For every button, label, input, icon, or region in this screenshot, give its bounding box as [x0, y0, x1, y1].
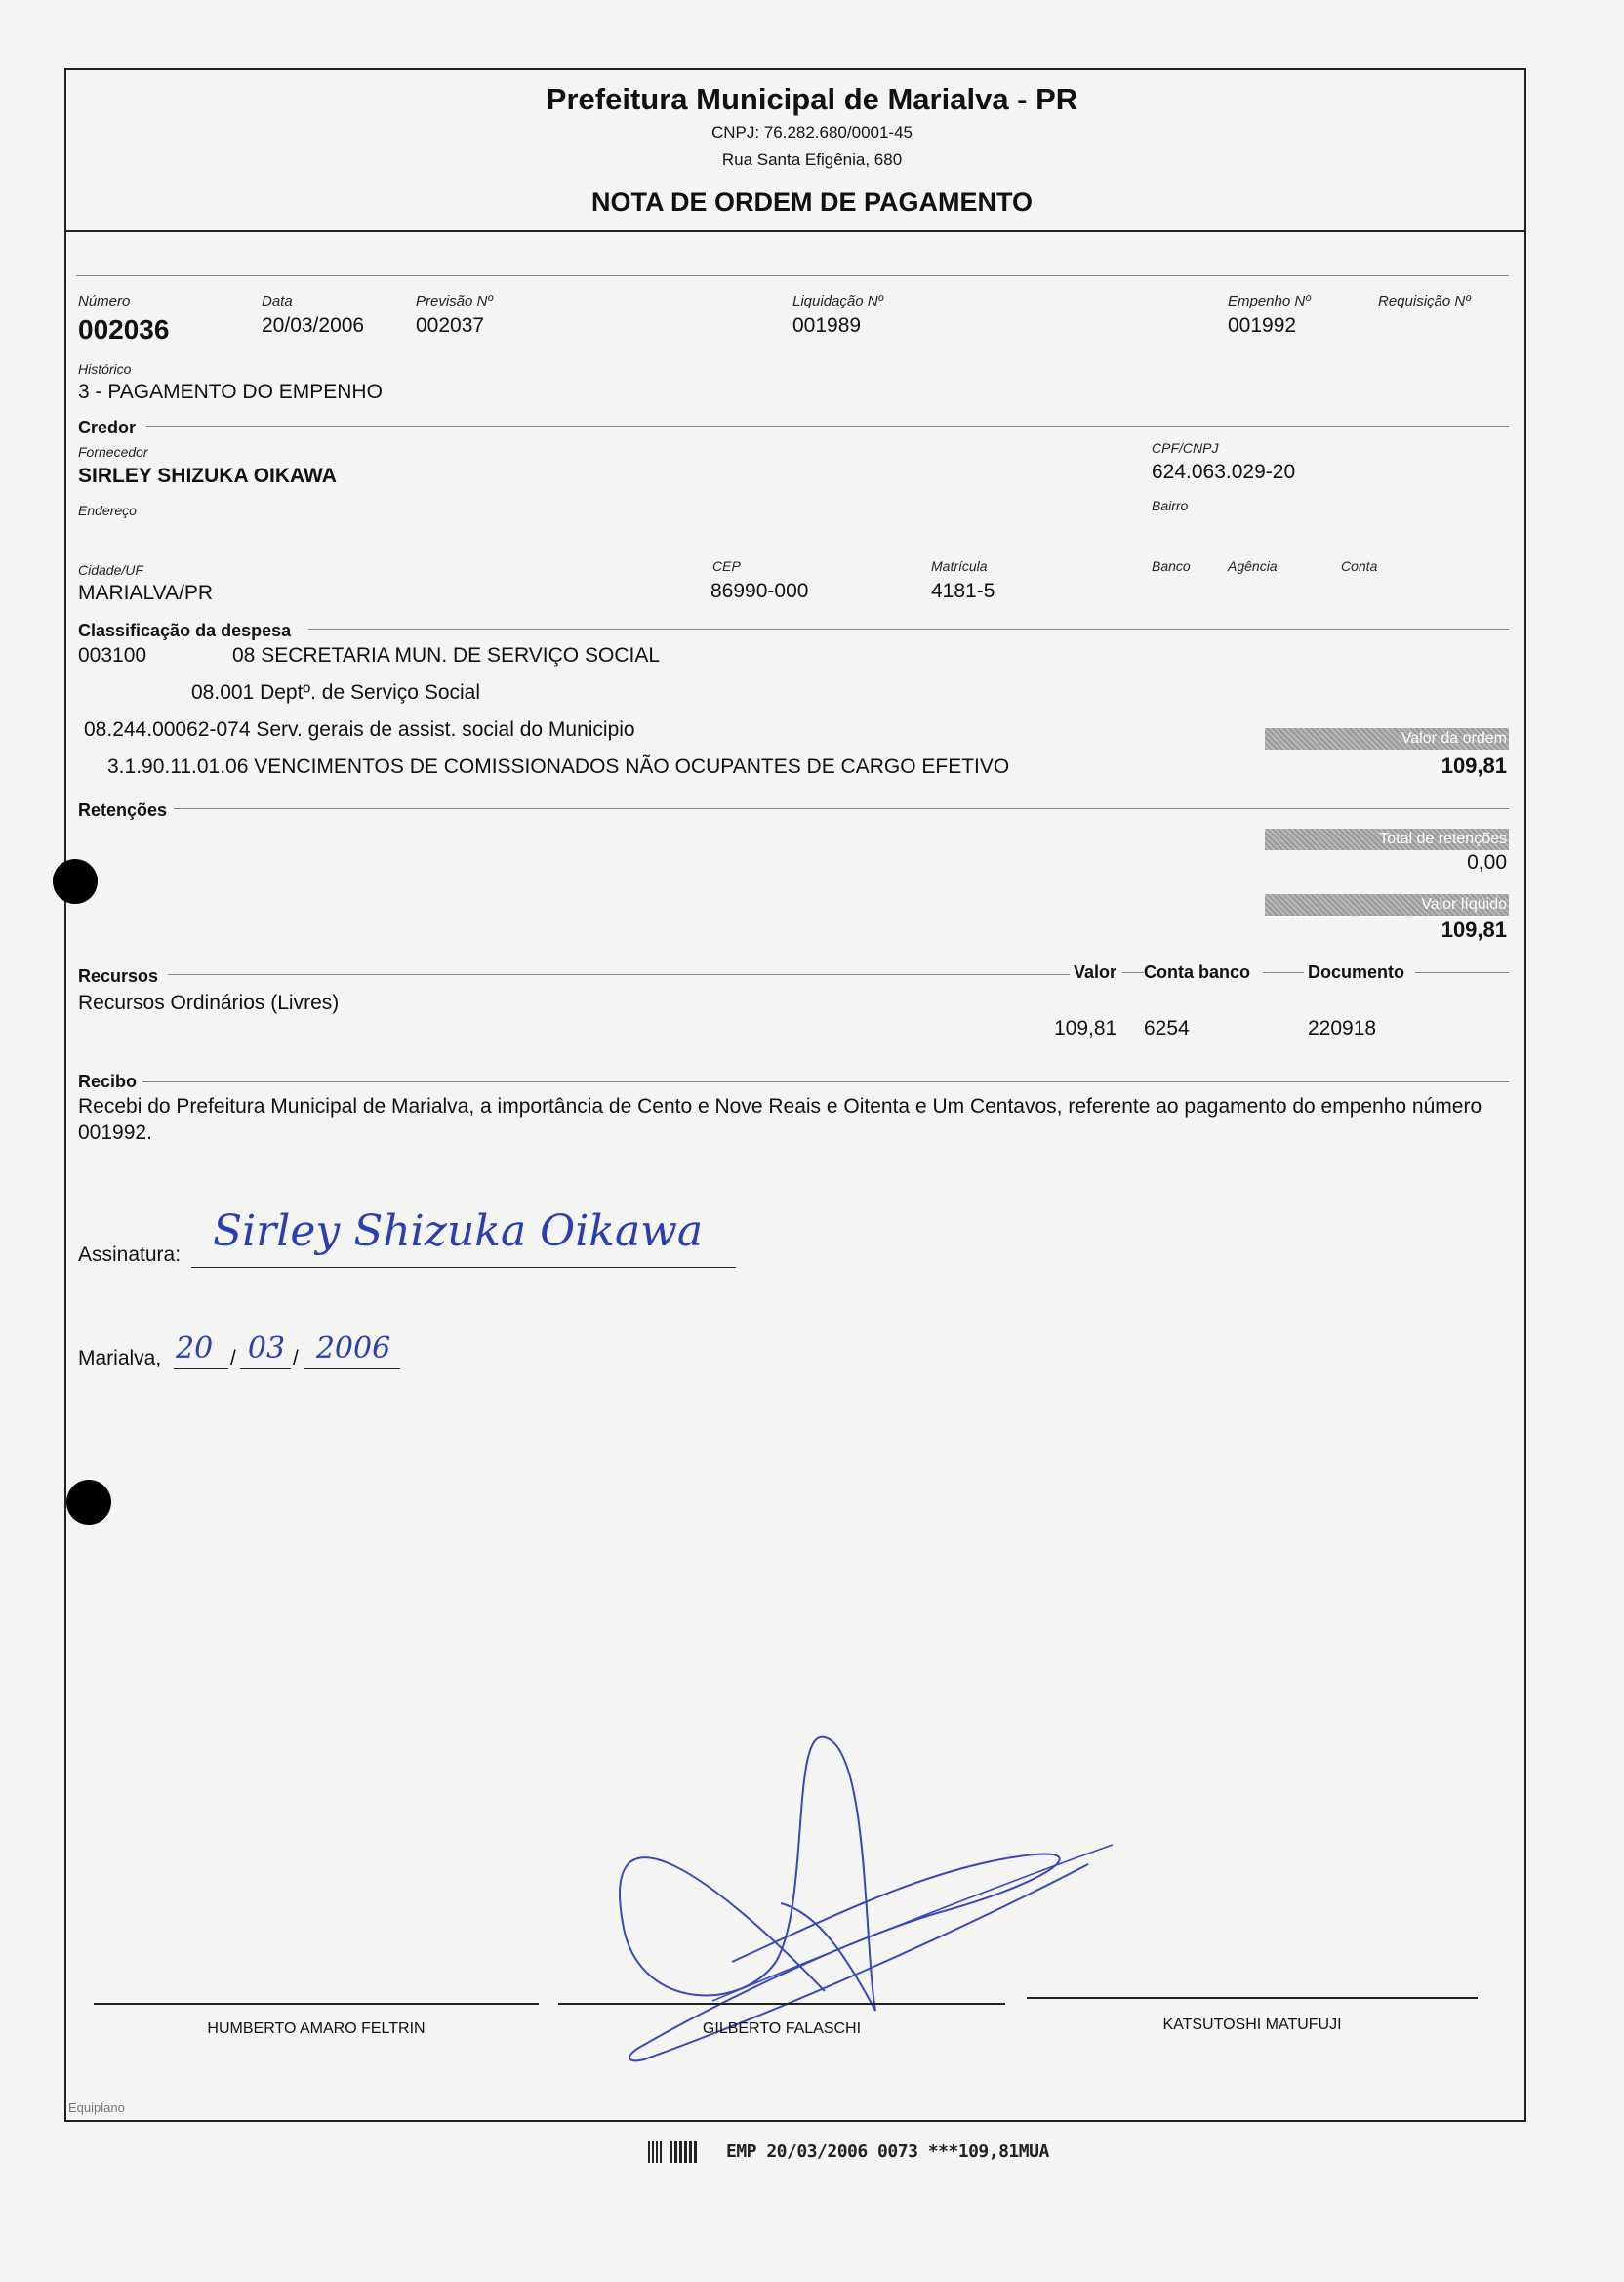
signatory-1: HUMBERTO AMARO FELTRIN	[207, 2020, 426, 2037]
fornecedor-value: SIRLEY SHIZUKA OIKAWA	[78, 465, 337, 487]
cidade-label: Cidade/UF	[78, 562, 143, 578]
punch-hole-top	[53, 859, 98, 904]
cpf-label: CPF/CNPJ	[1152, 440, 1219, 456]
punch-hole-bottom	[66, 1480, 111, 1525]
historico-label: Histórico	[78, 361, 132, 377]
retencoes-divider	[174, 808, 1509, 809]
recursos-valor: 109,81	[1054, 1017, 1117, 1039]
classificacao-divider	[308, 629, 1509, 630]
valor-liquido-value: 109,81	[1441, 917, 1507, 942]
fields-divider	[76, 275, 1509, 276]
brand-label: Equiplano	[68, 2100, 125, 2115]
date-year-line	[304, 1368, 400, 1369]
recibo-section: Recibo	[78, 1072, 138, 1091]
date-month: 03	[247, 1331, 286, 1365]
empenho-value: 001992	[1228, 314, 1297, 337]
retencoes-section: Retenções	[78, 800, 168, 820]
previsao-label: Previsão Nº	[416, 293, 493, 309]
recursos-documento-label: Documento	[1308, 962, 1404, 982]
classificacao-code: 003100	[78, 644, 147, 667]
matricula-label: Matrícula	[931, 558, 988, 574]
recipient-signature: Sirley Shizuka Oikawa	[213, 1206, 704, 1256]
signatory-2: GILBERTO FALASCHI	[702, 2020, 862, 2037]
recursos-descricao: Recursos Ordinários (Livres)	[78, 992, 340, 1014]
numero-label: Número	[78, 293, 131, 309]
empenho-label: Empenho Nº	[1228, 293, 1311, 309]
recibo-divider	[142, 1081, 1509, 1082]
signatory-3: KATSUTOSHI MATUFUJI	[1162, 2017, 1342, 2033]
data-value: 20/03/2006	[262, 314, 365, 337]
banco-label: Banco	[1152, 558, 1191, 574]
recursos-divider	[168, 974, 1070, 975]
classificacao-line1: 08 SECRETARIA MUN. DE SERVIÇO SOCIAL	[232, 644, 661, 667]
date-year: 2006	[315, 1331, 391, 1365]
date-month-line	[240, 1368, 291, 1369]
barcode-icon	[648, 2141, 664, 2163]
total-retencoes-value: 0,00	[1467, 851, 1507, 874]
data-label: Data	[262, 293, 293, 309]
print-stamp: EMP 20/03/2006 0073 ***109,81MUA	[726, 2141, 1049, 2162]
total-retencoes-label: Total de retenções	[1265, 829, 1509, 850]
classificacao-line2: 08.001 Deptº. de Serviço Social	[191, 681, 481, 704]
credor-section: Credor	[78, 418, 137, 437]
matricula-value: 4181-5	[931, 580, 995, 602]
cnpj: CNPJ: 76.282.680/0001-45	[710, 123, 914, 142]
liquidacao-label: Liquidação Nº	[792, 293, 884, 309]
recursos-connector-3	[1415, 972, 1509, 973]
requisicao-label: Requisição Nº	[1378, 293, 1471, 309]
signature-line-3	[1027, 1997, 1478, 1999]
date-sep-1: /	[230, 1347, 236, 1369]
bairro-label: Bairro	[1152, 498, 1189, 513]
previsao-value: 002037	[416, 314, 485, 337]
recursos-connector-2	[1263, 972, 1304, 973]
recibo-text: Recebi do Prefeitura Municipal de Marialva, a importância de Cento e Nove Reais e Oitenta e Um Centavos, referente ao pagamento do empenho número 001992.	[78, 1095, 1482, 1144]
conta-label: Conta	[1341, 558, 1378, 574]
page-title: Prefeitura Municipal de Marialva - PR	[546, 82, 1078, 116]
classificacao-line3: 08.244.00062-074 Serv. gerais de assist. social do Municipio	[84, 718, 635, 741]
valor-ordem-value: 109,81	[1441, 754, 1507, 778]
endereco-label: Endereço	[78, 503, 137, 518]
cidade-value: MARIALVA/PR	[78, 582, 214, 604]
valor-ordem-label: Valor da ordem	[1265, 728, 1509, 750]
agencia-label: Agência	[1228, 558, 1278, 574]
cpf-value: 624.063.029-20	[1152, 461, 1296, 483]
credor-divider	[146, 426, 1509, 427]
classificacao-section: Classificação da despesa	[78, 621, 292, 640]
header-divider	[64, 230, 1524, 232]
recursos-conta-label: Conta banco	[1144, 962, 1251, 982]
numero-value: 002036	[78, 314, 170, 345]
historico-value: 3 - PAGAMENTO DO EMPENHO	[78, 381, 383, 403]
date-day: 20	[176, 1331, 214, 1365]
recursos-section: Recursos	[78, 966, 159, 986]
assinatura-label: Assinatura:	[78, 1243, 182, 1266]
valor-liquido-label: Valor líquido	[1265, 894, 1509, 916]
recursos-conta: 6254	[1144, 1017, 1190, 1039]
recursos-valor-label: Valor	[1074, 962, 1117, 982]
recursos-connector-1	[1122, 972, 1144, 973]
liquidacao-value: 001989	[792, 314, 862, 337]
classificacao-line4: 3.1.90.11.01.06 VENCIMENTOS DE COMISSIONADOS NÃO OCUPANTES DE CARGO EFETIVO	[107, 755, 1010, 778]
signature-line-2	[558, 2003, 1005, 2005]
date-sep-2: /	[293, 1347, 299, 1369]
signature-line-1	[94, 2003, 539, 2005]
local-label: Marialva,	[78, 1347, 162, 1369]
cep-label: CEP	[712, 558, 741, 574]
address: Rua Santa Efigênia, 680	[721, 150, 903, 169]
cep-value: 86990-000	[710, 580, 809, 602]
barcode-icon-2	[670, 2141, 699, 2163]
date-day-line	[174, 1368, 228, 1369]
recursos-documento: 220918	[1308, 1017, 1377, 1039]
assinatura-line	[191, 1267, 736, 1268]
document-title: NOTA DE ORDEM DE PAGAMENTO	[590, 187, 1033, 217]
fornecedor-label: Fornecedor	[78, 444, 148, 460]
